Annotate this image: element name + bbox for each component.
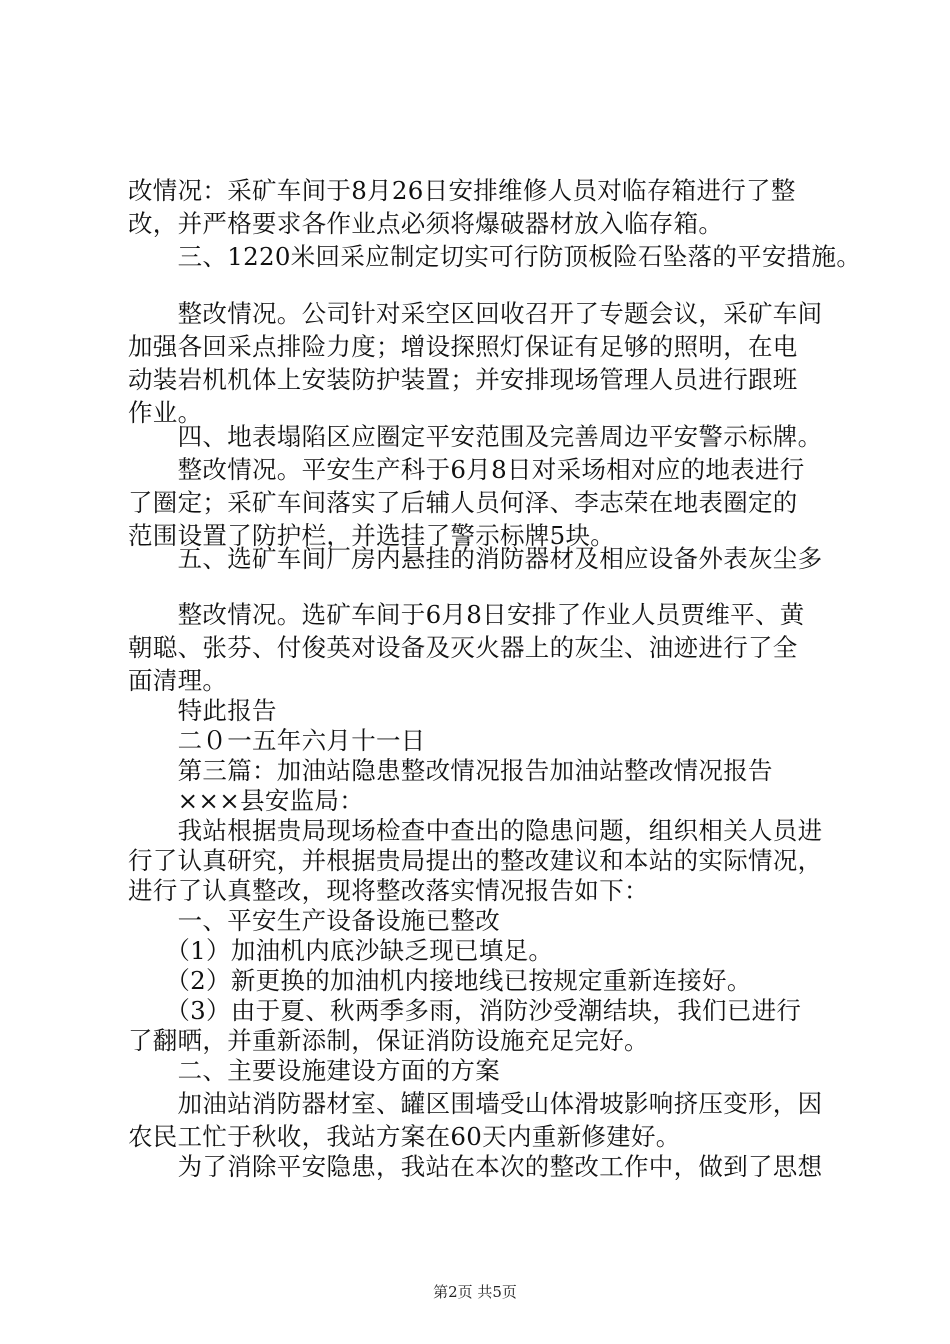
- text-line: 农民工忙于秋收，我站方案在60天内重新修建好。: [128, 1122, 681, 1151]
- text-line: 了翻晒，并重新添制，保证消防设施充足完好。: [128, 1026, 649, 1055]
- text-line: 动装岩机机体上安装防护装置；并安排现场管理人员进行跟班: [128, 365, 798, 394]
- text-line: 行了认真研究，并根据贵局提出的整改建议和本站的实际情况，: [128, 846, 823, 875]
- text-line: 改情况：采矿车间于8月26日安排维修人员对临存箱进行了整: [128, 176, 796, 205]
- text-line: 特此报告: [128, 696, 277, 725]
- text-line: 四、地表塌陷区应圈定平安范围及完善周边平安警示标牌。: [128, 422, 823, 451]
- text-line: 作业。: [128, 398, 203, 427]
- text-line: 整改情况。公司针对采空区回收召开了专题会议，采矿车间: [128, 299, 823, 328]
- text-line: 加强各回采点排险力度；增设探照灯保证有足够的照明，在电: [128, 332, 798, 361]
- text-line: 我站根据贵局现场检查中查出的隐患问题，组织相关人员进: [128, 816, 823, 845]
- text-line: 范围设置了防护栏，并选挂了警示标牌5块。: [128, 521, 616, 550]
- text-line: 整改情况。选矿车间于6月8日安排了作业人员贾维平、黄: [128, 600, 805, 629]
- text-line: 加油站消防器材室、罐区围墙受山体滑坡影响挤压变形，因: [128, 1089, 823, 1118]
- text-line: 第三篇：加油站隐患整改情况报告加油站整改情况报告: [128, 756, 773, 785]
- text-line: 了圈定；采矿车间落实了后辅人员何泽、李志荣在地表圈定的: [128, 488, 798, 517]
- text-line: 改，并严格要求各作业点必须将爆破器材放入临存箱。: [128, 209, 724, 238]
- text-line: 进行了认真整改，现将整改落实情况报告如下：: [128, 876, 649, 905]
- text-line: 面清理。: [128, 666, 228, 695]
- text-line: 五、选矿车间厂房内悬挂的消防器材及相应设备外表灰尘多: [128, 544, 823, 573]
- page-number-footer: 第2页 共5页: [433, 1283, 517, 1301]
- text-line: 为了消除平安隐患，我站在本次的整改工作中，做到了思想: [128, 1152, 823, 1181]
- text-line: 整改情况。平安生产科于6月8日对采场相对应的地表进行: [128, 455, 805, 484]
- text-line: 二、主要设施建设方面的方案: [128, 1056, 500, 1085]
- text-line: （2）新更换的加油机内接地线已按规定重新连接好。: [128, 966, 752, 995]
- text-line: ×××县安监局：: [128, 786, 365, 815]
- text-line: （1）加油机内底沙缺乏现已填足。: [128, 936, 554, 965]
- text-line: 朝聪、张芬、付俊英对设备及灭火器上的灰尘、油迹进行了全: [128, 633, 798, 662]
- text-line: 三、1220米回采应制定切实可行防顶板险石坠落的平安措施。: [128, 242, 862, 271]
- text-line: （3）由于夏、秋两季多雨，消防沙受潮结块，我们已进行: [128, 996, 802, 1025]
- text-line: 二０一五年六月十一日: [128, 726, 426, 755]
- text-line: 一、平安生产设备设施已整改: [128, 906, 500, 935]
